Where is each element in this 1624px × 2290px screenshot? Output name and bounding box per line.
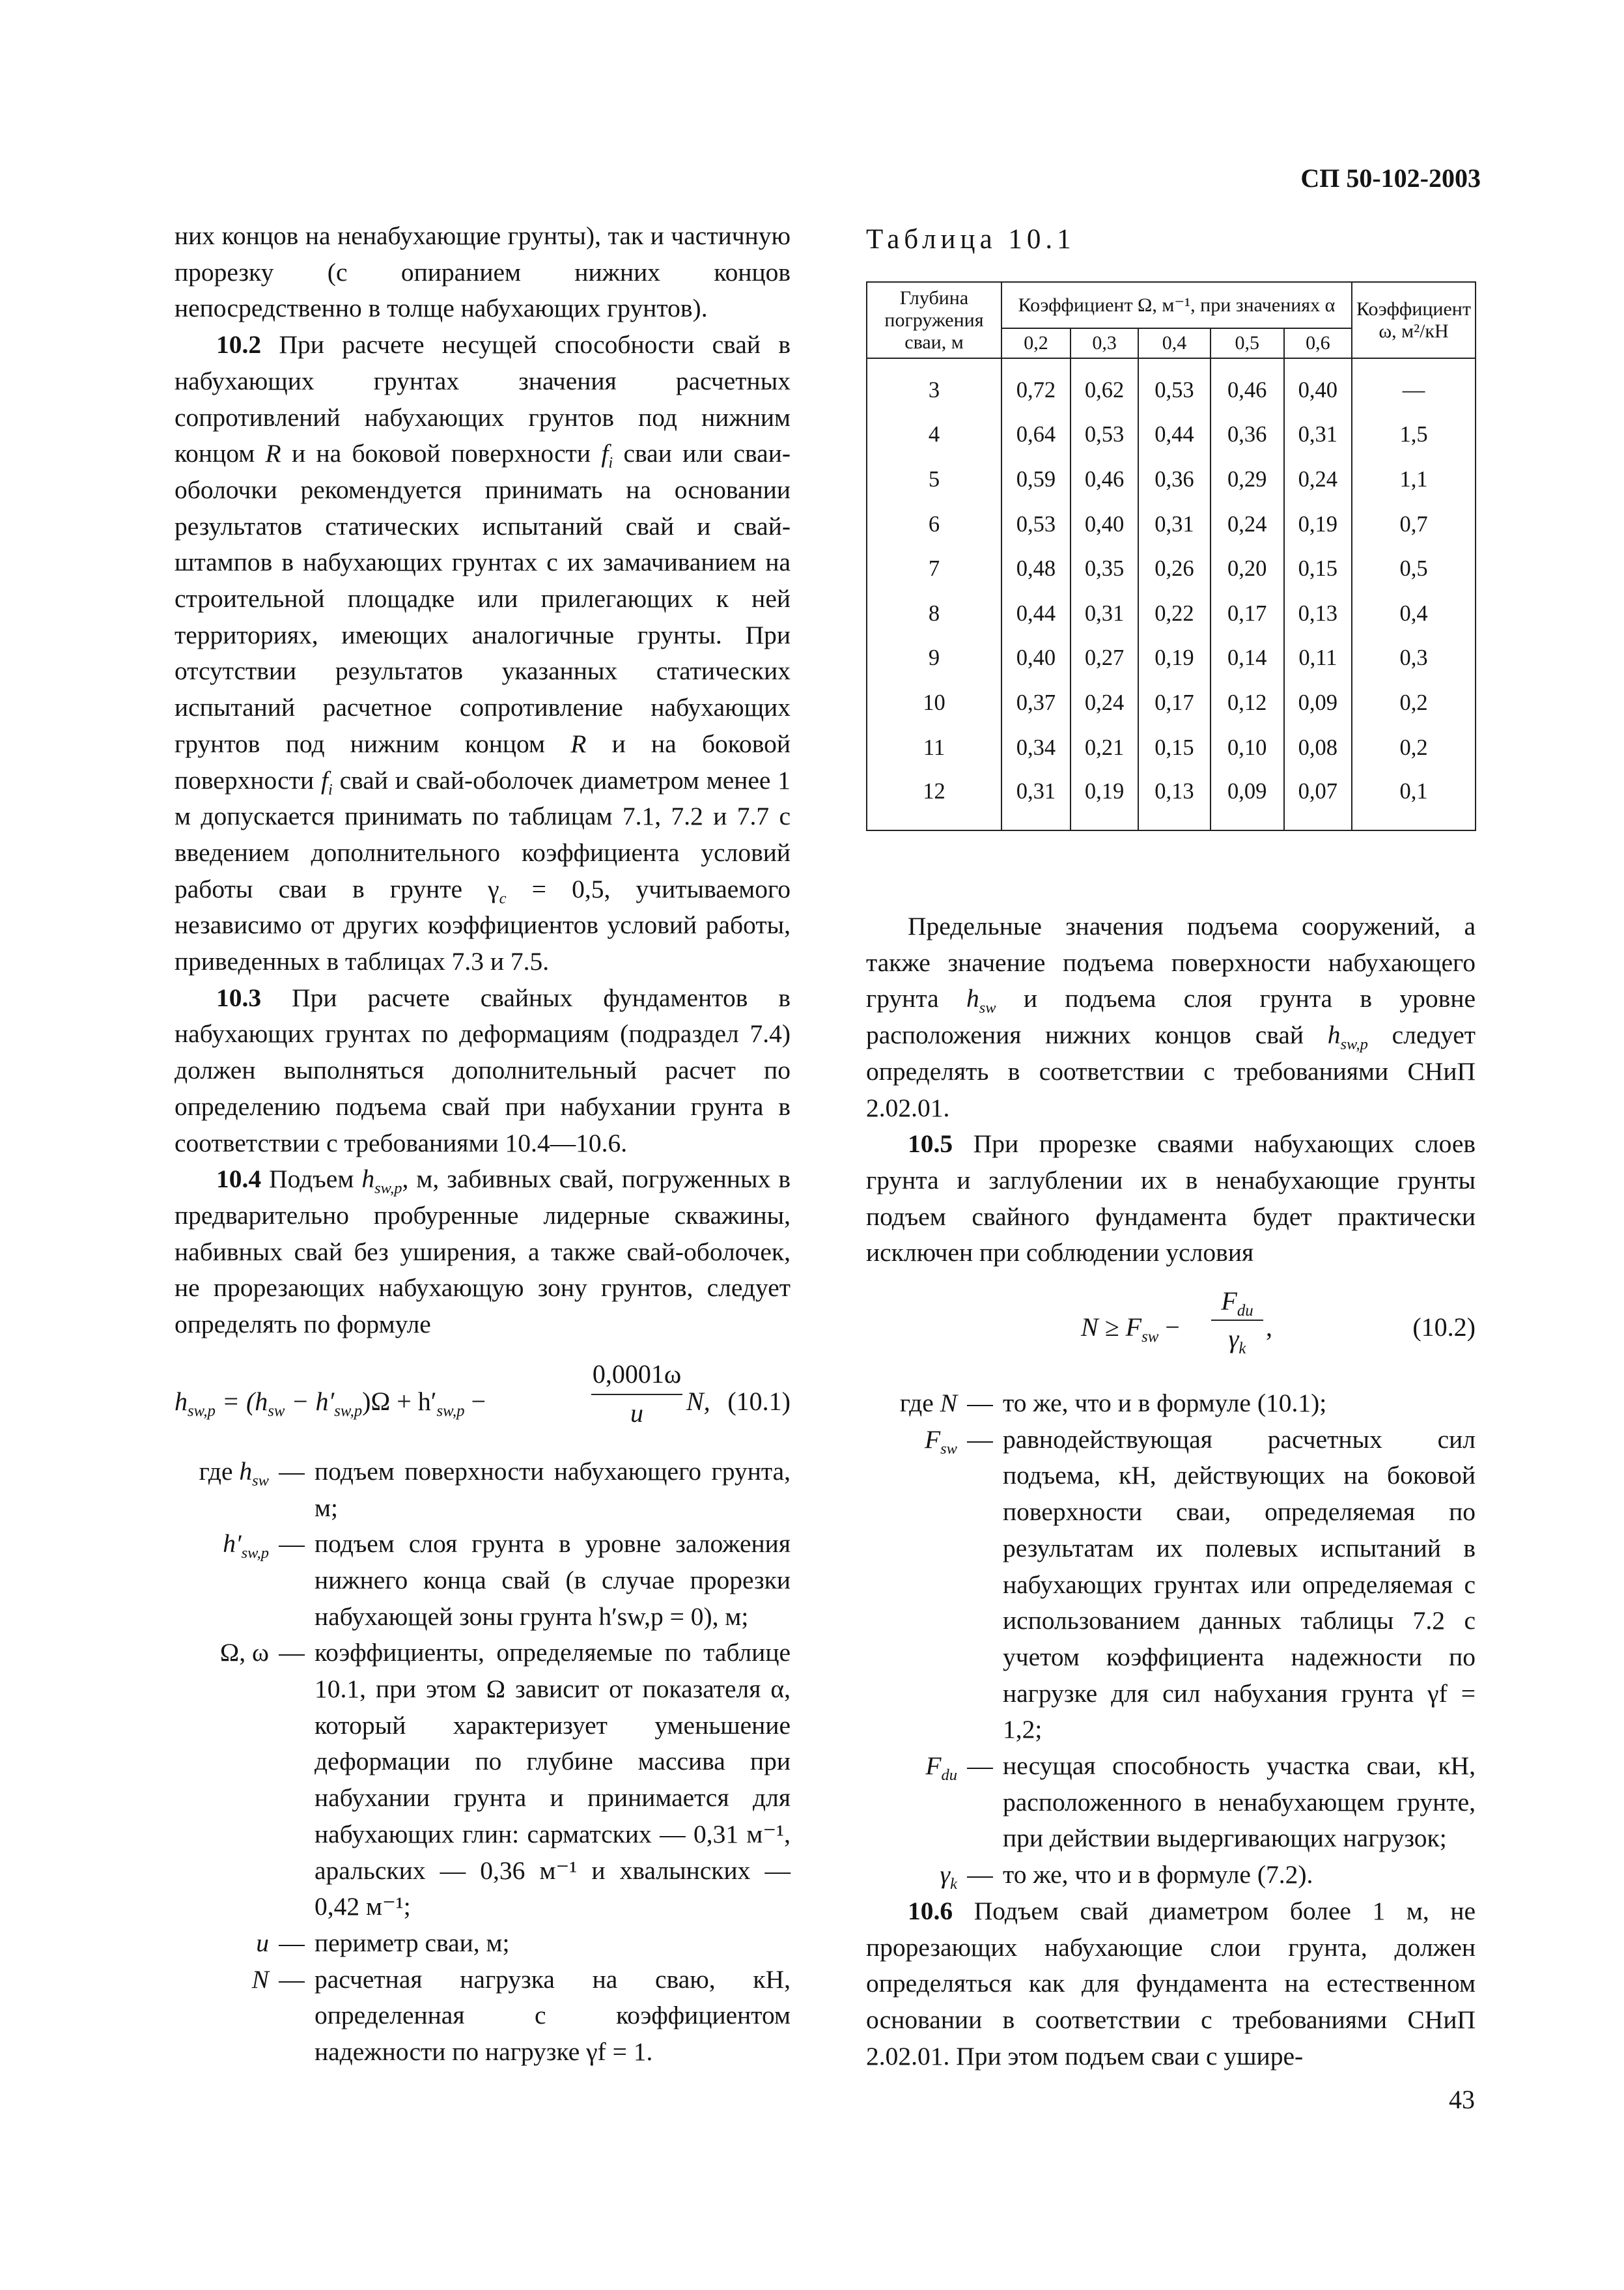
- formula-fraction: [591, 1356, 682, 1431]
- cell-depth: 8: [867, 591, 1001, 636]
- definition-text: несущая способность участка сваи, кН, расположенного в ненабухающем грунте, при действии выдергивающих нагрузок;: [1003, 1751, 1476, 1853]
- symbol: F: [925, 1751, 942, 1781]
- symbol: F: [1221, 1286, 1237, 1316]
- definition-symbol: [175, 1454, 269, 1526]
- formula-text: ,: [1266, 1312, 1272, 1342]
- cell-w: 0,7: [1352, 502, 1476, 547]
- symbol: R: [265, 439, 281, 468]
- formula-number: (10.2): [1412, 1312, 1476, 1342]
- cell-depth: 7: [867, 546, 1001, 591]
- dash: —: [279, 1928, 305, 1957]
- formula-text: )Ω + h′: [362, 1386, 437, 1416]
- clause-number: 10.5: [908, 1129, 953, 1159]
- document-code: СП 50-102-2003: [1300, 163, 1481, 193]
- text: При прорезке сваями набухающих слоев грунта и заглублении их в ненабухающие грунты подъем свайного фундамента будет практически исключен при соблюдении условия: [866, 1129, 1476, 1267]
- cell-omega: 0,31: [1071, 591, 1138, 636]
- subscript: c: [499, 889, 507, 907]
- text: сваи или сваи-оболочки рекомендуется принимать на основании результатов статических испытаний свай и свай-штампов в набухающих грунтах с их замачиванием на строительной площадке или прилегающих к ней территориях, имеющих аналогичные грунты. При отсутствии результатов указанных статических испытаний расчетное сопротивление набухающих грунтов под нижним концом: [175, 439, 791, 758]
- formula-10-2: [866, 1271, 1476, 1385]
- cell-omega: 0,21: [1071, 726, 1138, 770]
- cell-omega: 0,11: [1284, 636, 1352, 681]
- cell-omega: 0,40: [1001, 636, 1071, 681]
- fraction-numerator: 0,0001ω: [591, 1356, 682, 1395]
- cell-omega: 0,19: [1284, 502, 1352, 547]
- symbol: F: [925, 1424, 941, 1454]
- text: и на боковой поверхности: [175, 729, 791, 795]
- definition-row: [866, 1385, 1476, 1422]
- paragraph-10-2: [175, 327, 791, 980]
- cell-depth: 6: [867, 502, 1001, 547]
- definition-row: [866, 1748, 1476, 1857]
- formula-subscript: sw: [1141, 1328, 1159, 1346]
- subscript: k: [950, 1875, 957, 1893]
- cell-omega: 0,48: [1001, 546, 1071, 591]
- table-row: [867, 457, 1476, 502]
- header-depth: Глубина погружения сваи, м: [867, 282, 1001, 358]
- dash: —: [967, 1751, 993, 1781]
- symbol: u: [256, 1928, 269, 1957]
- symbol: f: [320, 765, 328, 795]
- text: свай и свай-оболочек диаметром менее 1 м допускается принимать по таблицам 7.1, 7.2 и 7.7 с введением дополнительного коэффициента условий работы сваи в грунте γ: [175, 765, 791, 903]
- text: Подъем: [261, 1165, 362, 1194]
- definitions-list-left: [175, 1454, 791, 2071]
- definition-text: то же, что и в формуле (7.2).: [1003, 1860, 1313, 1889]
- dash: —: [279, 1638, 305, 1667]
- header-alpha: 0,5: [1211, 328, 1284, 358]
- formula-10-1: [175, 1350, 791, 1447]
- text: = 0,5, учитываемого независимо от других коэффициентов условий работы, приведенных в таблицах 7.3 и 7.5.: [175, 874, 791, 976]
- definition-row: [866, 1422, 1476, 1748]
- paragraph-10-4: [175, 1161, 791, 1343]
- text: , м, забивных свай, погруженных в предварительно пробуренные лидерные скважины, набивных свай без уширения, а также свай-оболочек, не прорезающих набухающую зону грунтов, следует определять по формуле: [175, 1165, 791, 1339]
- definition-text: расчетная нагрузка на сваю, кН, определенная с коэффициентом надежности по нагрузке γf = 1.: [315, 1964, 791, 2067]
- formula-subscript: sw,p: [436, 1402, 465, 1420]
- cell-omega: 0,35: [1071, 546, 1138, 591]
- cell-omega: 0,46: [1211, 358, 1284, 413]
- formula-subscript: sw,p: [334, 1402, 363, 1420]
- cell-omega: 0,20: [1211, 546, 1284, 591]
- where-word: где: [899, 1389, 934, 1418]
- cell-w: 0,2: [1352, 681, 1476, 726]
- dash: —: [279, 1964, 305, 1994]
- header-alpha: 0,4: [1138, 328, 1210, 358]
- text: и на боковой поверхности: [281, 439, 602, 468]
- cell-omega: 0,53: [1138, 358, 1210, 413]
- formula-subscript: sw,p: [188, 1402, 216, 1420]
- dash: —: [279, 1456, 305, 1486]
- cell-omega: 0,36: [1138, 457, 1210, 502]
- cell-w: 0,2: [1352, 726, 1476, 770]
- cell-depth: 3: [867, 358, 1001, 413]
- definition-row: [175, 1635, 791, 1925]
- table-title: Таблица 10.1: [866, 224, 1076, 255]
- symbol: h: [1327, 1021, 1341, 1050]
- cell-omega: 0,40: [1071, 502, 1138, 547]
- cell-omega: 0,15: [1284, 546, 1352, 591]
- table-row: [867, 770, 1476, 830]
- clause-number: 10.3: [216, 983, 262, 1012]
- header-omega: Коэффициент Ω, м⁻¹, при значениях α: [1001, 282, 1352, 328]
- table-row: [867, 502, 1476, 547]
- definition-symbol: [175, 1962, 269, 2071]
- subscript: sw: [940, 1439, 957, 1458]
- cell-omega: 0,13: [1284, 591, 1352, 636]
- cell-w: 0,1: [1352, 770, 1476, 830]
- cell-omega: 0,44: [1138, 413, 1210, 458]
- cell-w: 0,3: [1352, 636, 1476, 681]
- definition-text: равнодействующая расчетных сил подъема, кН, действующих на боковой поверхности сваи, определяемая по результатам их полевых испытаний в набухающих грунтах или определяемая с использованием данных таблицы 7.2 с учетом коэффициента надежности по нагрузке для сил набухания грунта γf = 1,2;: [1003, 1424, 1476, 1744]
- subscript: sw,p: [241, 1544, 269, 1562]
- cell-omega: 0,53: [1001, 502, 1071, 547]
- formula-text: = (h: [215, 1386, 268, 1416]
- text: следует определять в соответствии с требованиями СНиП 2.02.01.: [866, 1021, 1476, 1122]
- intro-paragraph: них концов на ненабухающие грунты), так и частичную прорезку (с опиранием нижних концов непосредственно в толще набухающих грунтов).: [175, 221, 791, 323]
- cell-omega: 0,09: [1211, 770, 1284, 830]
- fraction-numerator: [1211, 1283, 1263, 1321]
- table-row: [867, 546, 1476, 591]
- subscript: sw,p: [374, 1180, 402, 1198]
- symbol: h: [966, 984, 979, 1013]
- dash: —: [279, 1529, 305, 1559]
- definition-symbol: [866, 1857, 957, 1893]
- cell-depth: 12: [867, 770, 1001, 830]
- cell-omega: 0,22: [1138, 591, 1210, 636]
- fraction-denominator: u: [630, 1398, 643, 1428]
- table-row: [867, 636, 1476, 681]
- table-row: [867, 591, 1476, 636]
- cell-omega: 0,29: [1211, 457, 1284, 502]
- definition-symbol: [866, 1422, 957, 1748]
- right-column: [866, 909, 1476, 2074]
- symbol: Ω, ω: [219, 1638, 269, 1667]
- cell-omega: 0,27: [1071, 636, 1138, 681]
- cell-omega: 0,44: [1001, 591, 1071, 636]
- symbol: f: [601, 439, 609, 468]
- table-row: [867, 681, 1476, 726]
- symbol: γ: [940, 1860, 951, 1889]
- cell-omega: 0,13: [1138, 770, 1210, 830]
- cell-omega: 0,19: [1138, 636, 1210, 681]
- where-word: где: [199, 1456, 233, 1486]
- cell-omega: 0,62: [1071, 358, 1138, 413]
- clause-number: 10.6: [908, 1896, 953, 1925]
- symbol: h′: [223, 1529, 242, 1559]
- cell-omega: 0,07: [1284, 770, 1352, 830]
- formula-text: N,: [686, 1386, 710, 1416]
- left-column: [175, 218, 791, 2071]
- cell-omega: 0,40: [1284, 358, 1352, 413]
- definition-text: периметр сваи, м;: [315, 1928, 510, 1957]
- cell-omega: 0,72: [1001, 358, 1071, 413]
- page-number: 43: [1449, 2085, 1475, 2114]
- cell-w: —: [1352, 358, 1476, 413]
- cell-w: 0,4: [1352, 591, 1476, 636]
- formula-text: −: [464, 1386, 486, 1416]
- cell-omega: 0,08: [1284, 726, 1352, 770]
- table-row: [867, 358, 1476, 413]
- cell-omega: 0,12: [1211, 681, 1284, 726]
- subscript: i: [608, 454, 613, 472]
- symbol: h: [361, 1165, 375, 1194]
- cell-omega: 0,31: [1001, 770, 1071, 830]
- definition-symbol: [175, 1925, 269, 1962]
- header-alpha: 0,3: [1071, 328, 1138, 358]
- cell-omega: 0,31: [1284, 413, 1352, 458]
- subscript: k: [1239, 1339, 1246, 1357]
- definition-row: [175, 1454, 791, 1526]
- definition-text: подъем слоя грунта в уровне заложения нижнего конца свай (в случае прорезки набухающей зоны грунта h′sw,p = 0), м;: [315, 1529, 791, 1631]
- cell-w: 1,5: [1352, 413, 1476, 458]
- header-alpha: 0,2: [1001, 328, 1071, 358]
- cell-omega: 0,36: [1211, 413, 1284, 458]
- formula-text: − h′: [285, 1386, 335, 1416]
- paragraph-limit: [866, 909, 1476, 1126]
- definition-row: [175, 1962, 791, 2071]
- definition-text: то же, что и в формуле (10.1);: [1003, 1389, 1327, 1418]
- cell-depth: 10: [867, 681, 1001, 726]
- table-row: [867, 413, 1476, 458]
- header-alpha: 0,6: [1284, 328, 1352, 358]
- cell-omega: 0,24: [1284, 457, 1352, 502]
- formula-fraction: [1211, 1283, 1263, 1357]
- cell-depth: 5: [867, 457, 1001, 502]
- definition-symbol: [866, 1385, 957, 1422]
- cell-omega: 0,14: [1211, 636, 1284, 681]
- fraction-denominator: [1211, 1321, 1263, 1357]
- cell-omega: 0,34: [1001, 726, 1071, 770]
- cell-omega: 0,17: [1211, 591, 1284, 636]
- text: Подъем свай диаметром более 1 м, не прорезающих набухающие слои грунта, должен определяться как для фундамента на естественном основании в соответствии с требованиями СНиП 2.02.01. При этом подъем сваи с уширe-: [866, 1896, 1476, 2071]
- definition-symbol: [175, 1526, 269, 1635]
- definition-text: коэффициенты, определяемые по таблице 10.1, при этом Ω зависит от показателя α, который характеризует уменьшение деформации по глубине массива при набухании грунта и принимается для набухающих глин: сарматских — 0,31 м⁻¹, аральских — 0,36 м⁻¹ и хвалынских — 0,42 м⁻¹;: [315, 1638, 791, 1921]
- formula-symbol: h: [175, 1386, 188, 1416]
- cell-depth: 4: [867, 413, 1001, 458]
- formula-subscript: sw: [268, 1402, 285, 1420]
- text: Предельные значения подъема сооружений, а также значение подъема поверхности набухающего грунта: [866, 912, 1476, 1013]
- symbol: N: [940, 1389, 957, 1418]
- cell-omega: 0,19: [1071, 770, 1138, 830]
- subscript: sw: [252, 1471, 269, 1490]
- paragraph-10-3: [175, 980, 791, 1162]
- definition-row: [175, 1526, 791, 1635]
- dash: —: [967, 1424, 993, 1454]
- text: При расчете свайных фундаментов в набухающих грунтах по деформациям (подраздел 7.4) должен выполняться дополнительный расчет по определению подъема свай при набухании грунта в соответствии с требованиями 10.4—10.6.: [175, 983, 791, 1157]
- symbol: γ: [1228, 1323, 1239, 1353]
- formula-text: −: [1158, 1312, 1180, 1342]
- subscript: i: [328, 780, 333, 799]
- header-w: Коэффициент ω, м²/кН: [1352, 282, 1476, 358]
- formula-text: N ≥ F: [1081, 1312, 1142, 1342]
- cell-omega: 0,09: [1284, 681, 1352, 726]
- cell-omega: 0,46: [1071, 457, 1138, 502]
- clause-number: 10.2: [216, 330, 262, 360]
- cell-w: 0,5: [1352, 546, 1476, 591]
- definition-text: подъем поверхности набухающего грунта, м;: [315, 1456, 791, 1522]
- cell-omega: 0,15: [1138, 726, 1210, 770]
- dash: —: [967, 1389, 993, 1418]
- text: При расчете несущей способности свай в набухающих грунтах значения расчетных сопротивлений набухающих грунтов под нижним концом: [175, 330, 791, 468]
- cell-omega: 0,24: [1071, 681, 1138, 726]
- table-row: [867, 726, 1476, 770]
- dash: —: [967, 1860, 993, 1889]
- subscript: du: [1237, 1302, 1253, 1320]
- coefficient-table: [866, 281, 1476, 831]
- formula-number: (10.1): [727, 1386, 791, 1416]
- cell-omega: 0,17: [1138, 681, 1210, 726]
- paragraph-10-5: [866, 1126, 1476, 1271]
- subscript: sw,p: [1340, 1036, 1368, 1053]
- text: и подъема слоя грунта в уровне расположения нижних концов свай: [866, 984, 1476, 1050]
- cell-w: 1,1: [1352, 457, 1476, 502]
- subscript: du: [941, 1766, 957, 1784]
- symbol: R: [570, 729, 587, 758]
- cell-omega: 0,24: [1211, 502, 1284, 547]
- cell-depth: 9: [867, 636, 1001, 681]
- paragraph-10-6: [866, 1893, 1476, 2075]
- definition-symbol: [866, 1748, 957, 1857]
- table-body: [867, 358, 1476, 830]
- symbol: N: [251, 1964, 269, 1994]
- symbol: h: [239, 1456, 253, 1486]
- cell-omega: 0,10: [1211, 726, 1284, 770]
- subscript: sw: [979, 999, 996, 1017]
- definition-row: [866, 1857, 1476, 1893]
- definitions-list-right: [866, 1385, 1476, 1893]
- definition-symbol: [175, 1635, 269, 1925]
- cell-omega: 0,64: [1001, 413, 1071, 458]
- cell-omega: 0,59: [1001, 457, 1071, 502]
- cell-omega: 0,37: [1001, 681, 1071, 726]
- cell-omega: 0,26: [1138, 546, 1210, 591]
- definition-row: [175, 1925, 791, 1962]
- cell-depth: 11: [867, 726, 1001, 770]
- cell-omega: 0,31: [1138, 502, 1210, 547]
- cell-omega: 0,53: [1071, 413, 1138, 458]
- clause-number: 10.4: [216, 1165, 262, 1194]
